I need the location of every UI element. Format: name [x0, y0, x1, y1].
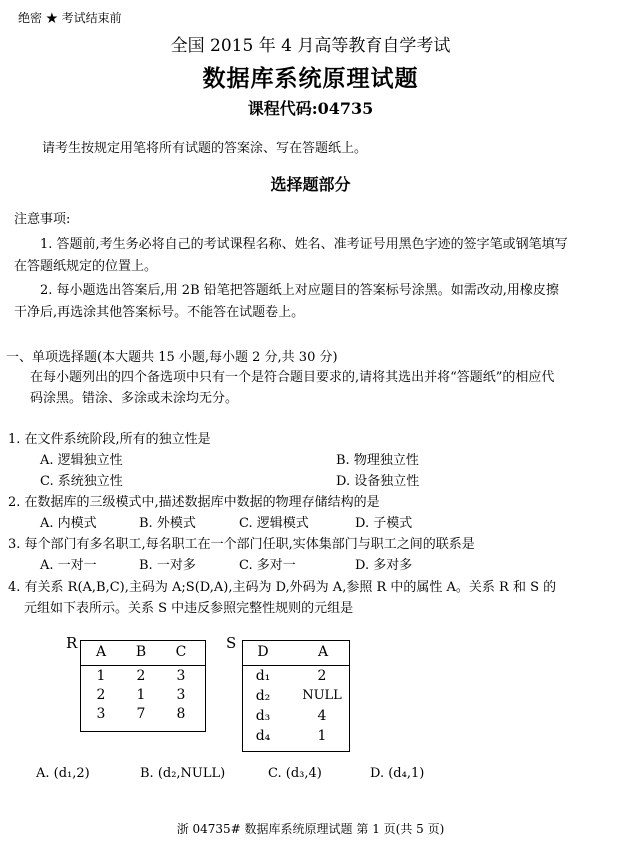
question-4-stem-line-2: 元组如下表所示。关系 S 中违反参照完整性规则的元组是	[24, 601, 354, 616]
notes-heading: 注意事项:	[14, 212, 71, 227]
table-s-cell: d₄	[255, 728, 271, 744]
table-r-cell: 1	[136, 687, 146, 703]
question-2-stem: 2. 在数据库的三级模式中,描述数据库中数据的物理存储结构的是	[8, 495, 380, 510]
table-s-cell: 4	[317, 708, 327, 724]
question-4-stem-line-1: 4. 有关系 R(A,B,C),主码为 A;S(D,A),主码为 D,外码为 A,参照 R 中的属性 A。关系 R 和 S 的	[8, 580, 557, 595]
notes-item-1-line-1: 1. 答题前,考生务必将自己的考试课程名称、姓名、准考证号用黑色字迹的签字笔或钢笔填写	[40, 237, 568, 252]
question-4-option-d: D. (d₄,1)	[370, 766, 425, 781]
table-s-label: S	[226, 634, 237, 652]
table-s-header-cell: D	[257, 644, 269, 660]
secret-mark: 绝密 ★ 考试结束前	[18, 11, 122, 25]
table-r-header-cell: A	[95, 644, 107, 660]
question-3-option-a: A. 一对一	[40, 558, 97, 573]
page-footer: 浙 04735# 数据库系统原理试题 第 1 页(共 5 页)	[176, 822, 445, 836]
answer-instruction: 请考生按规定用笔将所有试题的答案涂、写在答题纸上。	[42, 141, 368, 156]
table-r	[80, 640, 206, 732]
table-s-cell: d₁	[255, 668, 271, 684]
question-1-option-b: B. 物理独立性	[336, 453, 419, 468]
part1-heading: 一、单项选择题(本大题共 15 小题,每小题 2 分,共 30 分)	[6, 350, 338, 365]
question-4-option-c: C. (d₃,4)	[268, 766, 322, 781]
exam-session-line: 全国 2015 年 4 月高等教育自学考试	[170, 36, 451, 56]
table-s-cell: 1	[317, 728, 327, 744]
table-s-header-cell: A	[317, 644, 329, 660]
table-r-cell: 2	[96, 687, 106, 703]
table-r-cell: 3	[176, 668, 186, 684]
table-s	[242, 640, 350, 752]
question-2-option-d: D. 子模式	[355, 516, 413, 531]
table-s-cell: NULL	[302, 688, 342, 703]
table-r-header-cell: B	[135, 644, 147, 660]
question-1-option-c: C. 系统独立性	[40, 474, 123, 489]
question-3-option-d: D. 多对多	[355, 558, 413, 573]
question-4-option-a: A. (d₁,2)	[36, 766, 90, 781]
table-s-cell: d₂	[255, 688, 271, 704]
table-r-cell: 3	[176, 687, 186, 703]
question-3-stem: 3. 每个部门有多名职工,每名职工在一个部门任职,实体集部门与职工之间的联系是	[8, 537, 475, 552]
question-2-option-c: C. 逻辑模式	[239, 516, 309, 531]
question-1-stem: 1. 在文件系统阶段,所有的独立性是	[8, 432, 211, 447]
table-r-cell: 1	[96, 668, 106, 684]
table-s-cell: 2	[317, 668, 327, 684]
question-3-option-b: B. 一对多	[139, 558, 196, 573]
notes-item-2-line-1: 2. 每小题选出答案后,用 2B 铅笔把答题纸上对应题目的答案标号涂黑。如需改动,用橡皮擦	[40, 283, 559, 298]
table-r-label: R	[66, 634, 78, 652]
course-code: 课程代码:04735	[247, 99, 374, 118]
question-2-option-b: B. 外模式	[139, 516, 196, 531]
page-title: 数据库系统原理试题	[202, 65, 419, 92]
question-2-option-a: A. 内模式	[40, 516, 97, 531]
notes-item-2-line-2: 干净后,再选涂其他答案标号。不能答在试题卷上。	[14, 305, 305, 320]
question-1-option-a: A. 逻辑独立性	[40, 453, 123, 468]
part1-desc-line-1: 在每小题列出的四个备选项中只有一个是符合题目要求的,请将其选出并将“答题纸”的相应代	[30, 370, 555, 385]
table-r-cell: 3	[96, 706, 106, 722]
table-r-cell: 8	[176, 706, 186, 722]
part1-desc-line-2: 码涂黑。错涂、多涂或未涂均无分。	[30, 391, 239, 406]
question-3-option-c: C. 多对一	[239, 558, 296, 573]
table-s-cell: d₃	[255, 708, 271, 724]
table-r-cell: 7	[136, 706, 146, 722]
table-r-cell: 2	[136, 668, 146, 684]
table-r-header-cell: C	[175, 644, 187, 660]
question-4-option-b: B. (d₂,NULL)	[140, 766, 226, 781]
notes-item-1-line-2: 在答题纸规定的位置上。	[14, 259, 158, 274]
section-title: 选择题部分	[270, 175, 351, 194]
question-1-option-d: D. 设备独立性	[336, 474, 420, 489]
